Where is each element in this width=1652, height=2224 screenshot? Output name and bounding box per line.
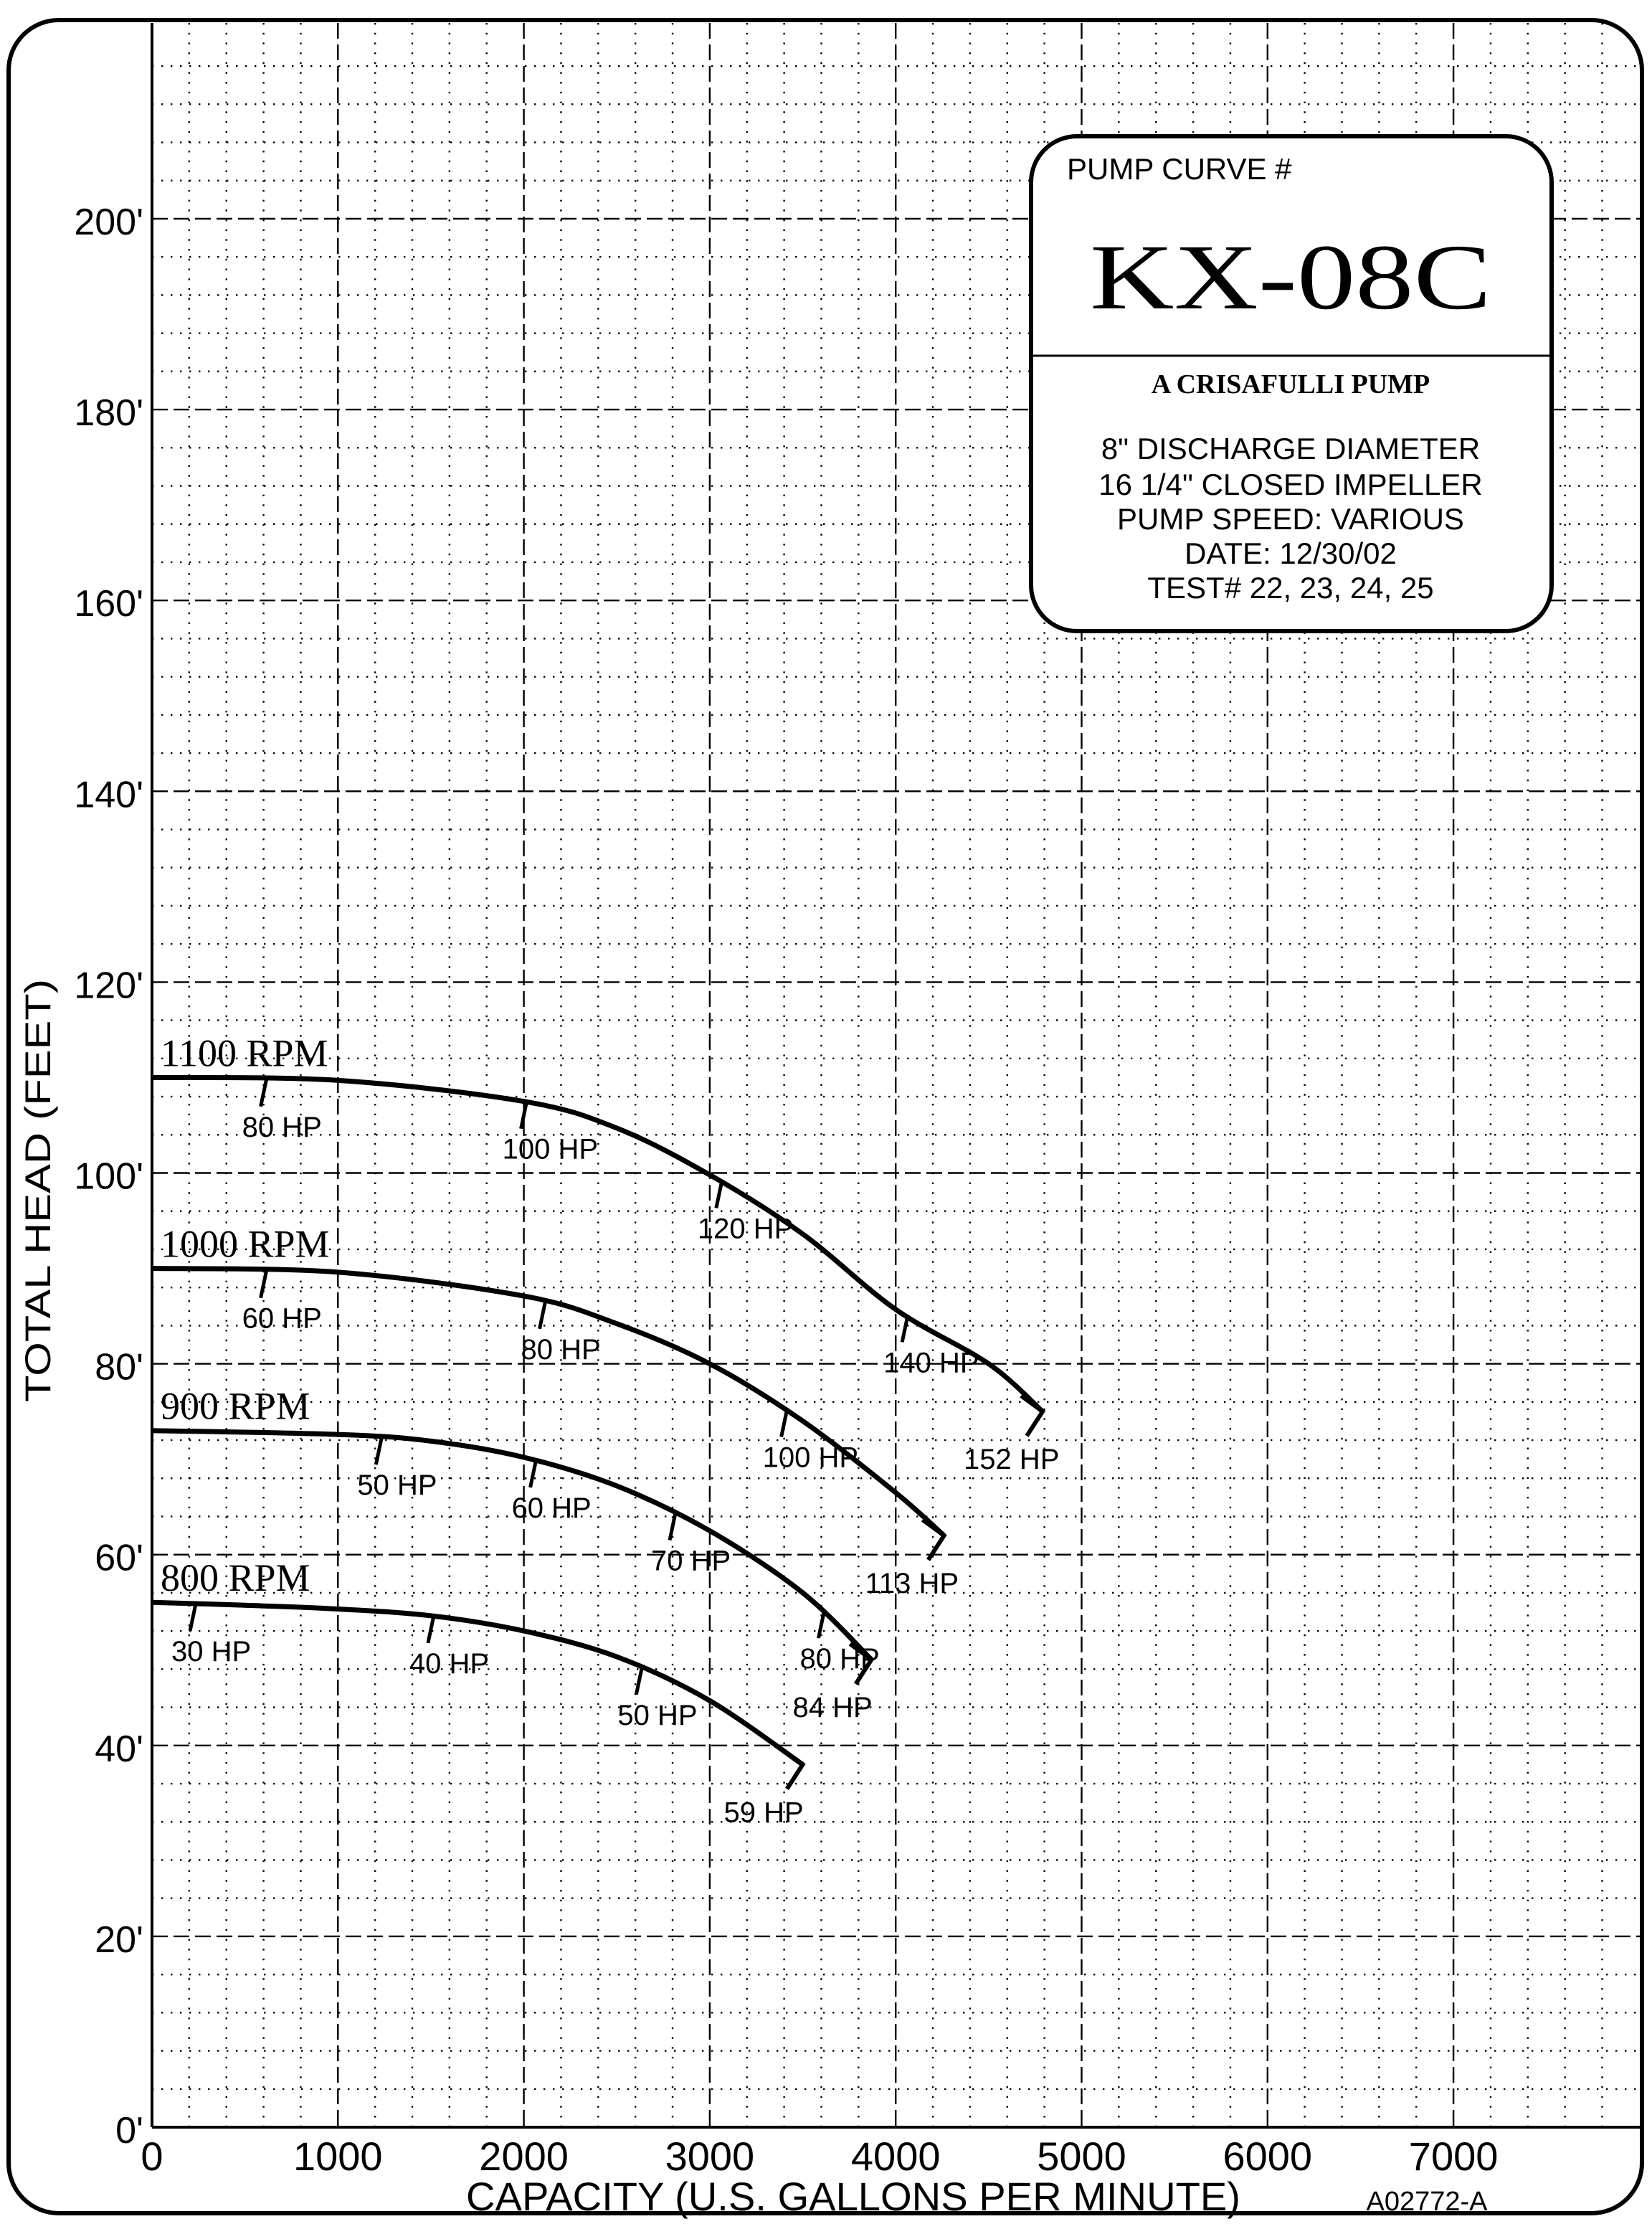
series-label: 900 RPM [161, 1384, 310, 1428]
hp-label: 140 HP [883, 1347, 979, 1379]
y-tick-label: 40' [95, 1728, 143, 1770]
x-tick-label: 0 [141, 2134, 163, 2179]
y-tick-label: 180' [74, 392, 143, 435]
x-axis-title: CAPACITY (U.S. GALLONS PER MINUTE) [466, 2174, 1240, 2219]
x-tick-label: 5000 [1037, 2134, 1126, 2179]
series-label: 800 RPM [161, 1556, 310, 1600]
info-subtitle: A CRISAFULLI PUMP [1151, 369, 1430, 399]
y-tick-label: 140' [74, 774, 143, 816]
hp-label: 80 HP [799, 1643, 880, 1675]
y-tick-label: 20' [95, 1918, 143, 1961]
end-hp-label: 152 HP [964, 1444, 1060, 1476]
y-tick-label: 120' [74, 965, 143, 1007]
hp-label: 40 HP [409, 1647, 490, 1680]
x-tick-label: 6000 [1223, 2134, 1313, 2179]
hp-label: 60 HP [242, 1302, 322, 1335]
y-tick-label: 200' [74, 202, 143, 243]
hp-label: 30 HP [171, 1635, 252, 1667]
x-tick-label: 2000 [479, 2134, 569, 2179]
info-box [1031, 136, 1552, 631]
y-tick-label: 100' [74, 1155, 143, 1198]
y-axis-title: TOTAL HEAD (FEET) [18, 1056, 58, 1402]
hp-label: 80 HP [242, 1111, 322, 1143]
info-line-4: DATE: 12/30/02 [1185, 536, 1397, 570]
series-label: 1000 RPM [161, 1222, 330, 1266]
drawing-number: A02772-A [1366, 2187, 1488, 2217]
x-tick-label: 7000 [1408, 2134, 1499, 2179]
x-tick-label: 1000 [293, 2134, 383, 2179]
y-tick-label: 60' [95, 1537, 143, 1579]
info-header: PUMP CURVE # [1067, 152, 1292, 186]
hp-label: 50 HP [617, 1699, 698, 1731]
hp-label: 50 HP [357, 1470, 437, 1502]
hp-label: 100 HP [762, 1442, 859, 1474]
x-tick-label: 4000 [850, 2134, 941, 2179]
y-tick-label: 80' [95, 1346, 143, 1388]
info-line-5: TEST# 22, 23, 24, 25 [1147, 571, 1434, 605]
info-line-1: 8" DISCHARGE DIAMETER [1101, 432, 1481, 465]
hp-label: 100 HP [502, 1133, 599, 1165]
y-tick-label: 0' [115, 2110, 143, 2152]
hp-label: 70 HP [651, 1545, 731, 1577]
info-line-3: PUMP SPEED: VARIOUS [1117, 502, 1464, 536]
end-hp-label: 84 HP [792, 1692, 873, 1724]
info-model: KX-08C [1090, 226, 1491, 329]
y-tick-label: 160' [74, 583, 143, 625]
hp-label: 80 HP [521, 1333, 601, 1366]
x-tick-label: 3000 [665, 2134, 755, 2179]
hp-label: 60 HP [511, 1492, 592, 1524]
series-label: 1100 RPM [161, 1031, 328, 1075]
end-hp-label: 59 HP [723, 1797, 804, 1829]
info-line-2: 16 1/4" CLOSED IMPELLER [1098, 468, 1483, 501]
hp-label: 120 HP [697, 1213, 794, 1245]
end-hp-label: 113 HP [865, 1568, 959, 1600]
